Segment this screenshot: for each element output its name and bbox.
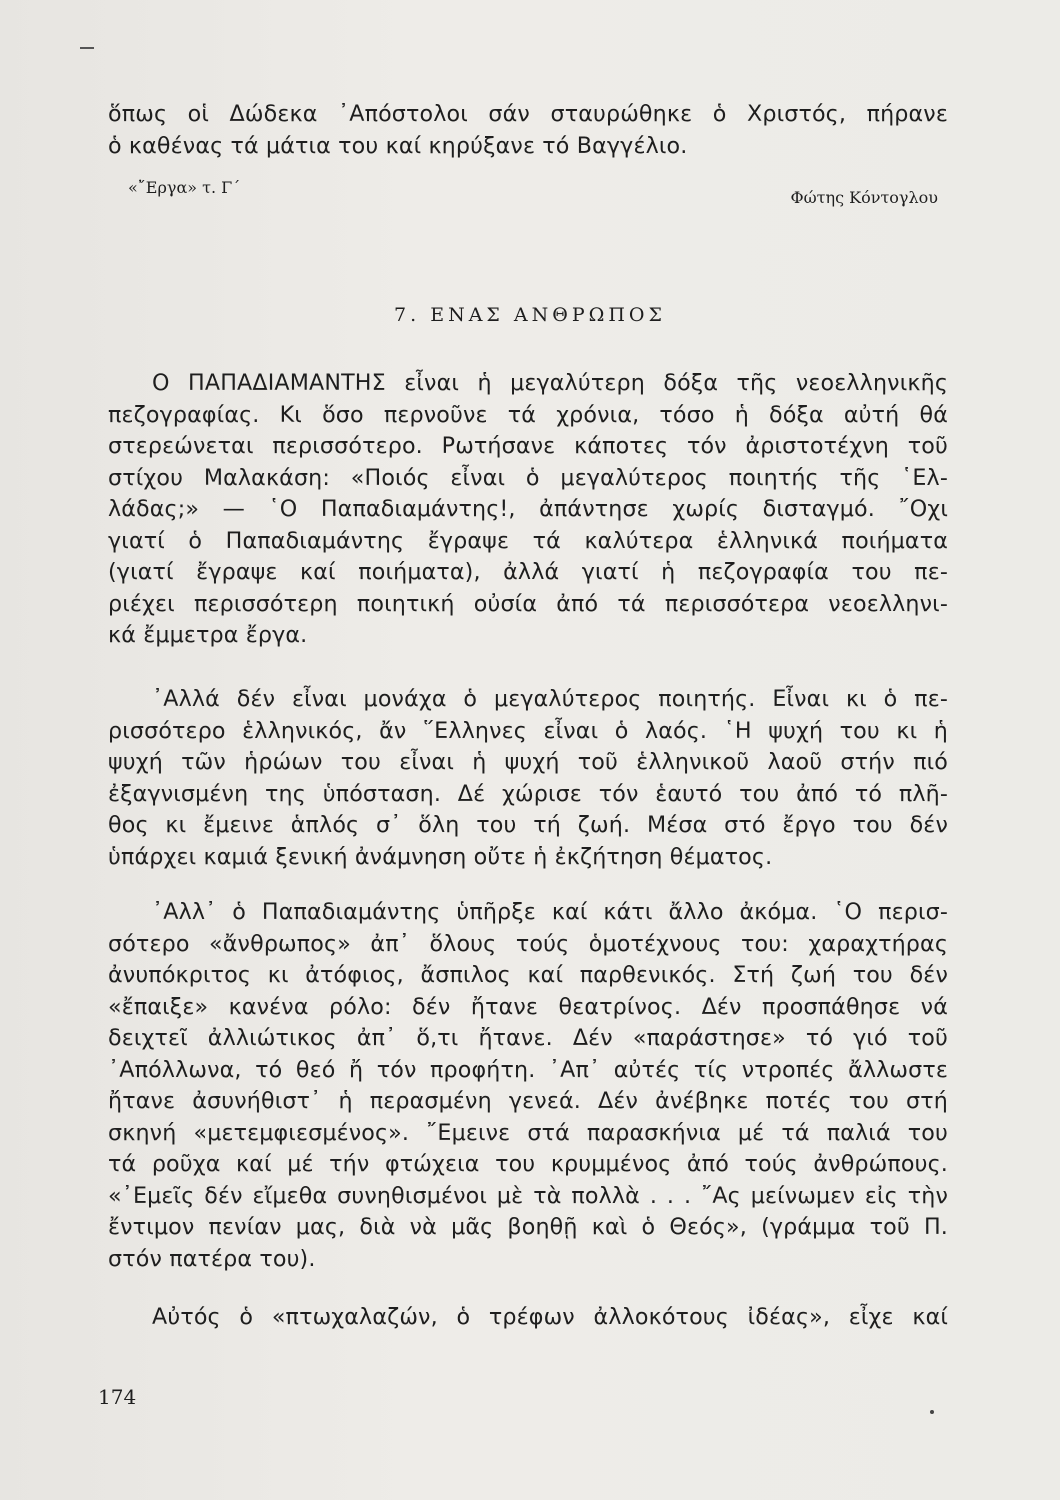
text-line: δειχτεῖ ἀλλιώτικος ἀπ᾿ ὅ,τι ἤτανε. Δέν «παράστησε» τό γιό τοῦ xyxy=(108,1025,948,1052)
text-line: ψυχή τῶν ἡρώων του εἶναι ἡ ψυχή τοῦ ἑλληνικοῦ λαοῦ στήν πιό xyxy=(108,749,948,776)
text-line: ὑπάρχει καμιά ξενική ἀνάμνηση οὔτε ἡ ἐκζήτηση θέματος. xyxy=(108,843,773,870)
text-line: ἀνυπόκριτος κι ἀτόφιος, ἄσπιλος καί παρθενικός. Στή ζωή του δέν xyxy=(108,962,948,989)
text-line: «ἔπαιξε» κανένα ρόλο: δέν ἤτανε θεατρίνος. Δέν προσπάθησε νά xyxy=(108,993,948,1020)
text-line: ἐξαγνισμένη της ὑπόσταση. Δέ χώρισε τόν ἑαυτό του ἀπό τό πλῆ- xyxy=(108,780,948,807)
text-line: ἤτανε ἀσυνήθιστ᾿ ἡ περασμένη γενεά. Δέν ἀνέβηκε ποτές του στή xyxy=(108,1088,948,1115)
text-line: (γιατί ἔγραψε καί ποιήματα), ἀλλά γιατί ἡ πεζογραφία του πε- xyxy=(108,559,948,586)
text-line: Αὐτός ὁ «πτωχαλαζών, ὁ τρέφων ἀλλοκότους ἰδέας», εἶχε καί xyxy=(152,1304,948,1330)
text-line: λάδας;» — ῾Ο Παπαδιαμάντης!, ἀπάντησε χωρίς δισταγμό. ῎Οχι xyxy=(108,496,948,523)
author-name: Φώτης Κόντογλου xyxy=(790,188,938,207)
text-line: ᾿Αλλ᾿ ὁ Παπαδιαμάντης ὑπῆρξε καί κάτι ἄλλο ἀκόμα. ῾Ο περισ- xyxy=(152,899,948,925)
text-line: στίχου Μαλακάση: «Ποιός εἶναι ὁ μεγαλύτερος ποιητής τῆς ῾Ελ- xyxy=(108,464,948,491)
paragraph-4 xyxy=(108,1302,948,1334)
text-line: ὁ καθένας τά μάτια του καί κηρύξανε τό Βαγγέλιο. xyxy=(108,132,688,159)
text-line: στόν πατέρα του). xyxy=(108,1246,316,1273)
paragraph-1 xyxy=(108,368,948,652)
text-line: σκηνή «μετεμφιεσμένος». ῎Εμεινε στά παρασκήνια μέ τά παλιά του xyxy=(108,1119,948,1146)
text-line: Ο ΠΑΠΑΔΙΑΜΑΝΤΗΣ εἶναι ἡ μεγαλύτερη δόξα τῆς νεοελληνικῆς xyxy=(152,370,948,396)
paragraph-3 xyxy=(108,897,948,1276)
page-number: 174 xyxy=(98,1385,137,1409)
text-line: ἔντιμον πενίαν μας, διὰ νὰ μᾶς βοηθῇ καὶ ὁ Θεός», (γράμμα τοῦ Π. xyxy=(108,1214,948,1241)
text-line: στερεώνεται περισσότερο. Ρωτήσανε κάποτες τόν ἀριστοτέχνη τοῦ xyxy=(108,433,948,460)
previous-text-ending xyxy=(108,99,948,162)
paper-speck xyxy=(930,1410,934,1414)
text-line: ριέχει περισσότερη ποιητική οὐσία ἀπό τά περισσότερα νεοελληνι- xyxy=(108,590,948,617)
text-line: θος κι ἔμεινε ἁπλός σ᾿ ὅλη του τή ζωή. Μέσα στό ἔργο του δέν xyxy=(108,812,948,839)
paragraph-2 xyxy=(108,684,948,873)
text-line: ρισσότερο ἑλληνικός, ἄν ῞Ελληνες εἶναι ὁ λαός. ῾Η ψυχή του κι ἡ xyxy=(108,717,948,744)
text-line: ᾿Αλλά δέν εἶναι μονάχα ὁ μεγαλύτερος ποιητής. Εἶναι κι ὁ πε- xyxy=(152,686,948,712)
chapter-heading: 7. ΕΝΑΣ ΑΝΘΡΩΠΟΣ xyxy=(394,304,666,326)
margin-mark xyxy=(80,47,94,49)
text-line: «᾿Εμεῖς δέν εἴμεθα συνηθισμένοι μὲ τὰ πολλὰ . . . ῎Ας μείνωμεν εἰς τὴν xyxy=(108,1182,948,1209)
text-line: τά ροῦχα καί μέ τήν φτώχεια του κρυμμένος ἀπό τούς ἀνθρώπους. xyxy=(108,1151,948,1178)
text-line: κά ἔμμετρα ἔργα. xyxy=(108,622,308,649)
text-line: ὅπως οἱ Δώδεκα ᾿Απόστολοι σάν σταυρώθηκε ὁ Χριστός, πήρανε xyxy=(108,101,948,127)
text-line: πεζογραφίας. Κι ὅσο περνοῦνε τά χρόνια, τόσο ἡ δόξα αὐτή θά xyxy=(108,401,948,428)
attribution xyxy=(128,178,938,207)
text-line: ᾿Απόλλωνα, τό θεό ἤ τόν προφήτη. ᾿Απ᾿ αὐτές τίς ντροπές ἄλλωστε xyxy=(108,1056,948,1083)
text-line: γιατί ὁ Παπαδιαμάντης ἔγραψε τά καλύτερα ἑλληνικά ποιήματα xyxy=(108,527,948,554)
text-line: σότερο «ἄνθρωπος» ἀπ᾿ ὅλους τούς ὁμοτέχνους του: χαραχτήρας xyxy=(108,930,948,957)
source-citation: «῎Εργα» τ. Γ΄ xyxy=(128,178,241,197)
